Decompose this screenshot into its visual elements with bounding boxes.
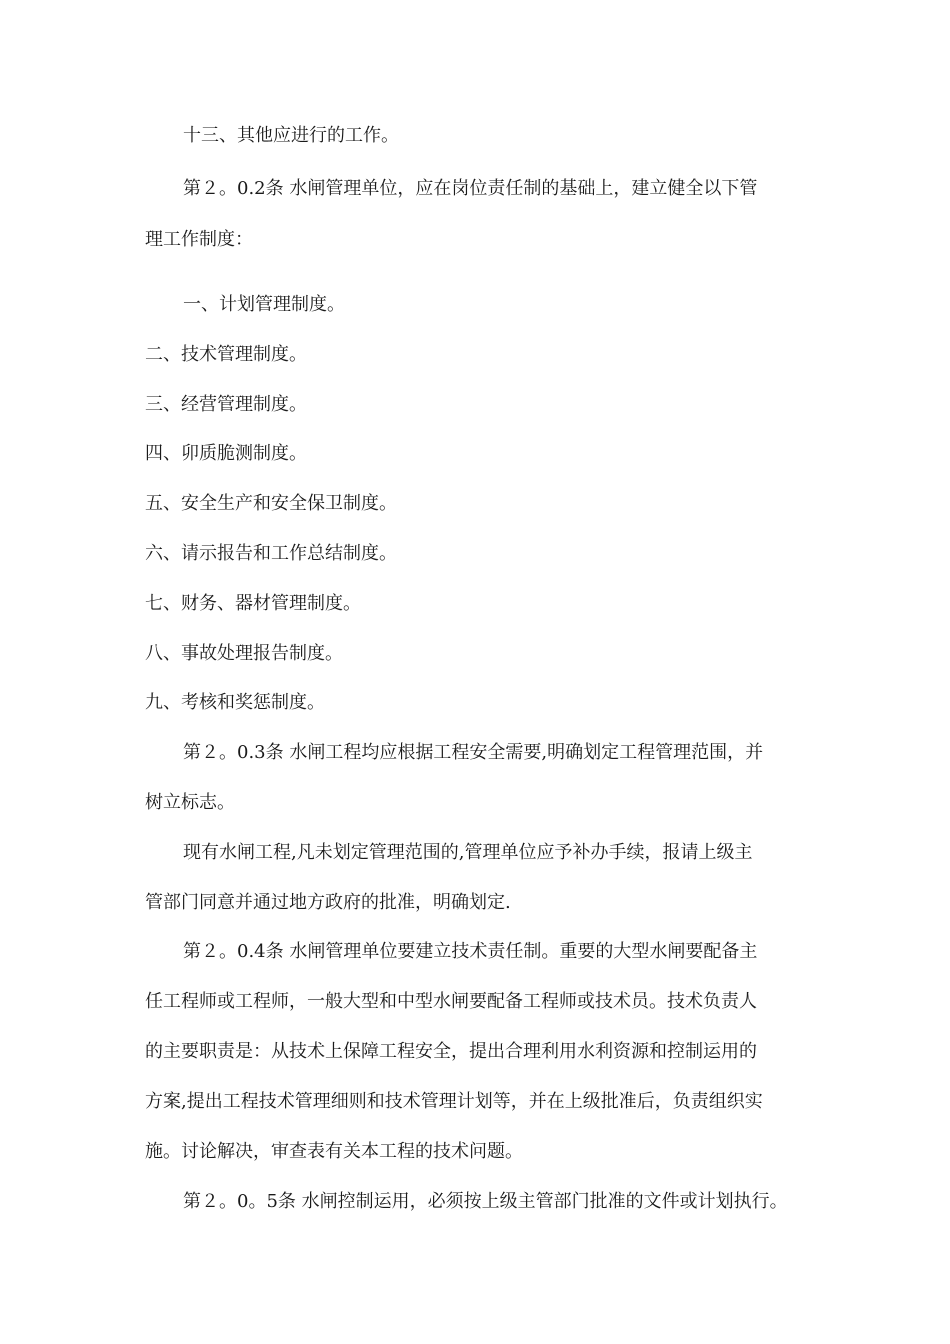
paragraph-line: 十三、其他应进行的工作。 — [183, 125, 399, 146]
paragraph-line: 施。讨论解决，审查表有关本工程的技术问题。 — [145, 1141, 523, 1162]
paragraph-line: 方案,提出工程技术管理细则和技术管理计划等，并在上级批准后，负责组织实 — [145, 1091, 763, 1112]
list-item: 五、安全生产和安全保卫制度。 — [145, 493, 397, 514]
paragraph-line: 第２。0.2条 水闸管理单位，应在岗位责任制的基础上，建立健全以下管 — [183, 178, 758, 199]
paragraph-line: 第２。0.4条 水闸管理单位要建立技术责任制。重要的大型水闸要配备主 — [183, 941, 758, 962]
list-item: 二、技术管理制度。 — [145, 344, 307, 365]
paragraph-line: 的主要职责是：从技术上保障工程安全，提出合理利用水利资源和控制运用的 — [145, 1041, 757, 1062]
list-item: 七、财务、器材管理制度。 — [145, 593, 361, 614]
list-item: 三、经营管理制度。 — [145, 394, 307, 415]
list-item: 九、考核和奖惩制度。 — [145, 692, 325, 713]
paragraph-line: 树立标志。 — [145, 792, 235, 813]
list-item: 六、请示报告和工作总结制度。 — [145, 543, 397, 564]
paragraph-line: 理工作制度： — [145, 229, 253, 250]
paragraph-line: 管部门同意并通过地方政府的批准，明确划定. — [145, 892, 511, 913]
list-item: 八、事故处理报告制度。 — [145, 643, 343, 664]
paragraph-line: 任工程师或工程师，一般大型和中型水闸要配备工程师或技术员。技术负责人 — [145, 991, 757, 1012]
paragraph-line: 第２。0.3条 水闸工程均应根据工程安全需要,明确划定工程管理范围，并 — [183, 742, 764, 763]
paragraph-line: 第２。0。5条 水闸控制运用，必须按上级主管部门批准的文件或计划执行。 — [183, 1191, 788, 1212]
list-item: 四、卯质脆测制度。 — [145, 443, 307, 464]
paragraph-line: 现有水闸工程,凡未划定管理范围的,管理单位应予补办手续，报请上级主 — [183, 842, 753, 863]
list-item: 一、计划管理制度。 — [183, 294, 345, 315]
